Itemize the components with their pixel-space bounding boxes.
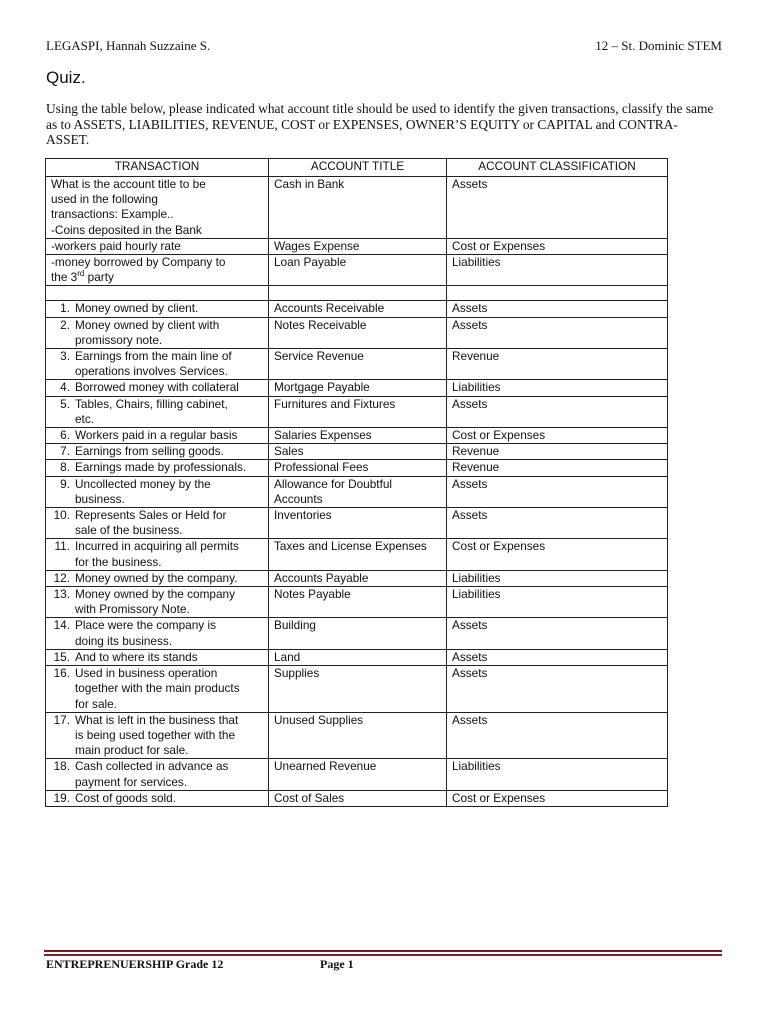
transaction-text: Money owned by the company. [75,570,238,585]
account-title-cell: Service Revenue [269,349,447,380]
table-row [46,539,668,570]
transaction-cell [46,476,269,507]
classification-cell: Revenue [447,460,668,476]
example-account-title: Wages Expense [269,238,447,254]
classification-cell: Cost or Expenses [447,428,668,444]
item-number: 5. [60,396,70,411]
account-title-cell: Supplies [269,666,447,713]
instructions-paragraph: Using the table below, please indicated what account title should be used to identify the given transactions, classify the same as to ASSETS, LIABILITIES, REVENUE, COST or EXPENSES, OWNER’S EQUITY or CAPITAL and CONTRA-ASSET. [46,101,714,147]
example-line: What is the account title to be [51,177,206,191]
table-row [46,476,668,507]
example-account-title: Cash in Bank [269,177,447,239]
item-number: 9. [60,476,70,491]
table-row [46,301,668,317]
table-row [46,618,668,649]
transaction-text: Money owned by client. [75,301,199,316]
classification-cell: Assets [447,396,668,427]
transaction-text: Money owned by client with promissory note. [75,317,220,347]
classification-cell: Liabilities [447,570,668,586]
account-title-cell: Land [269,649,447,665]
classification-cell: Assets [447,712,668,759]
account-title-cell: Notes Receivable [269,317,447,348]
transaction-cell [46,666,269,713]
header-account-title: ACCOUNT TITLE [269,159,447,177]
classification-cell: Assets [447,508,668,539]
transaction-cell [46,317,269,348]
transaction-cell [46,759,269,790]
table-row [46,396,668,427]
transaction-cell [46,301,269,317]
example-transaction-cell [46,255,269,286]
classification-cell: Liabilities [447,587,668,618]
table-row [46,380,668,396]
account-classification-table [45,158,668,807]
example-row [46,255,668,286]
example-classification: Assets [447,177,668,239]
example-transaction-cell [46,177,269,239]
header-account-classification: ACCOUNT CLASSIFICATION [447,159,668,177]
example-line: -money borrowed by Company to [51,255,226,270]
table-row [46,570,668,586]
class-section: 12 – St. Dominic STEM [595,38,722,53]
footer-divider [44,950,722,957]
classification-cell: Assets [447,301,668,317]
table-row [46,444,668,460]
example-classification: Liabilities [447,255,668,286]
page-title: Quiz. [46,68,86,87]
transaction-cell [46,539,269,570]
transaction-text: And to where its stands [75,649,198,664]
transaction-text: Represents Sales or Held for sale of the business. [75,508,227,538]
classification-cell: Assets [447,649,668,665]
example-line: -Coins deposited in the Bank [51,222,202,237]
transaction-cell [46,508,269,539]
table-header-row [46,159,668,177]
transaction-text: Money owned by the company with Promissory Note. [75,587,236,617]
item-number: 3. [60,349,70,364]
account-title-cell: Cost of Sales [269,790,447,806]
item-number: 11. [54,539,70,554]
transaction-text: Uncollected money by the business. [75,476,211,506]
item-number: 4. [60,380,70,395]
table-row [46,759,668,790]
transaction-cell [46,570,269,586]
transaction-text: What is left in the business that is being used together with the main product for sale. [75,712,239,758]
item-number: 14. [53,618,70,633]
classification-cell: Assets [447,317,668,348]
classification-cell: Cost or Expenses [447,539,668,570]
account-title-cell: Allowance for Doubtful Accounts [269,476,447,507]
table-row [46,666,668,713]
transaction-text: Workers paid in a regular basis [75,428,238,443]
transaction-cell [46,428,269,444]
transaction-cell [46,587,269,618]
table-row [46,587,668,618]
transaction-text: Earnings from the main line of operations involves Services. [75,349,232,379]
example-row [46,238,668,254]
transaction-text: Used in business operation together with the main products for sale. [75,666,240,711]
account-title-cell: Unearned Revenue [269,759,447,790]
item-number: 18. [53,759,70,774]
table-row [46,712,668,759]
transaction-cell [46,649,269,665]
example-classification: Cost or Expenses [447,238,668,254]
transaction-text: Borrowed money with collateral [75,380,239,395]
example-account-title: Loan Payable [269,255,447,286]
item-number: 10. [53,508,70,523]
table-row [46,428,668,444]
transaction-cell [46,396,269,427]
account-title-cell: Salaries Expenses [269,428,447,444]
transaction-text: Tables, Chairs, filling cabinet, etc. [75,396,228,426]
transaction-text: Cost of goods sold. [75,790,176,805]
item-number: 15. [53,649,70,664]
item-number: 8. [60,460,70,475]
blank-separator-row [46,286,668,301]
transaction-text: Place were the company is doing its business. [75,618,216,648]
transaction-cell [46,349,269,380]
account-title-cell: Taxes and License Expenses [269,539,447,570]
table-row [46,508,668,539]
transaction-cell [46,790,269,806]
account-title-cell: Accounts Receivable [269,301,447,317]
account-title-cell: Accounts Payable [269,570,447,586]
table-row [46,317,668,348]
classification-cell: Assets [447,666,668,713]
item-number: 2. [60,317,70,332]
account-title-cell: Notes Payable [269,587,447,618]
item-number: 13. [53,587,70,602]
account-title-cell: Professional Fees [269,460,447,476]
classification-cell: Assets [447,618,668,649]
account-title-cell: Inventories [269,508,447,539]
example-line: transactions: Example.. [51,207,174,222]
account-title-cell: Unused Supplies [269,712,447,759]
item-number: 1. [60,301,70,316]
item-number: 16. [53,666,70,681]
student-name: LEGASPI, Hannah Suzzaine S. [46,38,211,53]
example-line: the 3rd party [51,269,114,285]
classification-cell: Liabilities [447,380,668,396]
example-transaction-cell [46,238,269,254]
item-number: 12. [53,570,70,585]
account-title-cell: Mortgage Payable [269,380,447,396]
classification-cell: Revenue [447,349,668,380]
classification-cell: Cost or Expenses [447,790,668,806]
classification-cell: Revenue [447,444,668,460]
item-number: 7. [60,444,70,459]
transaction-text: Cash collected in advance as payment for services. [75,759,229,789]
header-transaction: TRANSACTION [46,159,269,177]
transaction-cell [46,444,269,460]
transaction-cell [46,712,269,759]
table-row [46,460,668,476]
footer-subject: ENTREPRENUERSHIP Grade 12 [46,957,224,971]
account-title-cell: Furnitures and Fixtures [269,396,447,427]
example-row [46,177,668,239]
classification-cell: Assets [447,476,668,507]
example-line: used in the following [51,192,158,207]
transaction-cell [46,618,269,649]
classification-cell: Liabilities [447,759,668,790]
example-line: -workers paid hourly rate [51,238,181,253]
account-title-cell: Building [269,618,447,649]
transaction-text: Earnings made by professionals. [75,460,247,475]
transaction-text: Incurred in acquiring all permits for the business. [75,539,239,569]
item-number: 17. [53,712,70,727]
table-row [46,349,668,380]
table-row [46,790,668,806]
item-number: 19. [53,790,70,805]
account-title-cell: Sales [269,444,447,460]
table-row [46,649,668,665]
transaction-cell [46,460,269,476]
transaction-cell [46,380,269,396]
item-number: 6. [60,428,70,443]
page-number: Page 1 [320,957,354,971]
transaction-text: Earnings from selling goods. [75,444,224,459]
